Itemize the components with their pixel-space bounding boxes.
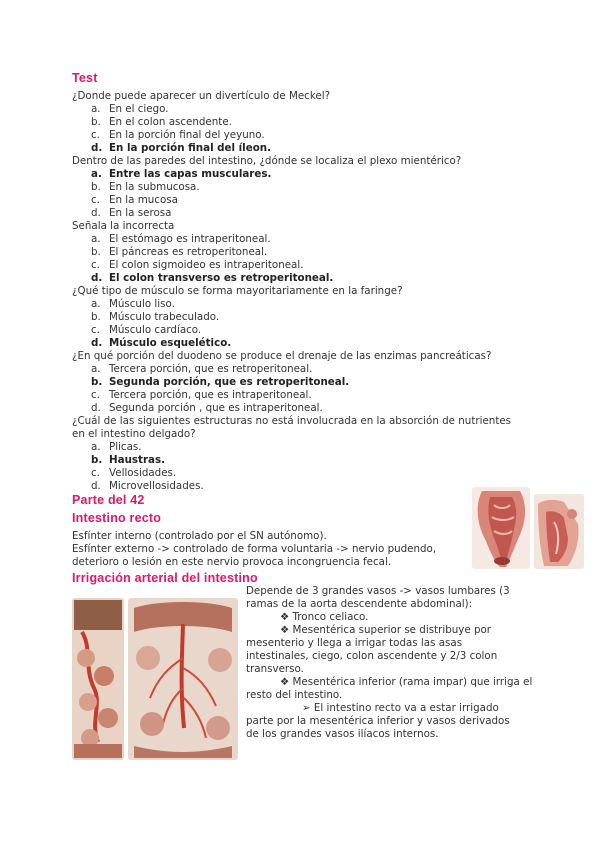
question-2: Dentro de las paredes del intestino, ¿dónde se localiza el plexo mientérico?: [72, 155, 462, 167]
option-5c: c. Tercera porción, que es intraperitoneal.: [91, 389, 312, 401]
test-heading: Test: [72, 71, 98, 85]
option-2a-correct: a. Entre las capas musculares.: [91, 168, 272, 180]
question-4: ¿Qué tipo de músculo se forma mayoritariamente en la faringe?: [72, 285, 403, 297]
option-1c: c. En la porción final del yeyuno.: [91, 129, 265, 141]
question-1: ¿Donde puede aparecer un divertículo de Meckel?: [72, 90, 331, 102]
irrigacion-line-5: mesenterio y llega a irrigar todas las asas: [246, 637, 463, 649]
abdominal-arteries-illustration-1: [72, 598, 124, 760]
irrigacion-line-11: parte por la mesentérica inferior y vasos derivados: [246, 715, 510, 727]
option-2d: d. En la serosa: [91, 207, 172, 219]
option-1a: a. En el ciego.: [91, 103, 169, 115]
irrigacion-bullet-mesenterica-superior: ❖ Mesentérica superior se distribuye por: [280, 624, 492, 636]
option-5b-correct: b. Segunda porción, que es retroperitoneal.: [91, 376, 350, 388]
option-2c: c. En la mucosa: [91, 194, 178, 206]
part-heading: Parte del 42: [72, 493, 145, 507]
option-1d-correct: d. En la porción final del íleon.: [91, 142, 272, 154]
option-4d-correct: d. Músculo esquelético.: [91, 337, 232, 349]
option-5a: a. Tercera porción, que es retroperitoneal.: [91, 363, 313, 375]
recto-line-3: deterioro o lesión en este nervio provoca incongruencia fecal.: [72, 556, 392, 568]
option-6b-correct: b. Haustras.: [91, 454, 166, 466]
irrigacion-line-6: intestinales, ciego, colon ascendente y 2/3 colon: [246, 650, 498, 662]
recto-heading: Intestino recto: [72, 511, 162, 525]
question-3: Señala la incorrecta: [72, 220, 175, 232]
option-6c: c. Vellosidades.: [91, 467, 177, 479]
irrigacion-line-7: transverso.: [246, 663, 304, 675]
question-6: ¿Cuál de las siguientes estructuras no está involucrada en la absorción de nutrientes: [72, 415, 512, 427]
irrigacion-line-2: ramas de la aorta descendente abdominal):: [246, 598, 473, 610]
irrigacion-bullet-mesenterica-inferior: ❖ Mesentérica inferior (rama impar) que irriga el: [280, 676, 533, 688]
abdominal-arteries-illustration-2: [128, 598, 238, 760]
irrigacion-subbullet-recto: ➢ El intestino recto va a estar irrigado: [302, 702, 499, 714]
option-2b: b. En la submucosa.: [91, 181, 200, 193]
recto-line-1: Esfínter interno (controlado por el SN autónomo).: [72, 530, 327, 542]
irrigacion-bullet-tronco: ❖ Tronco celiaco.: [280, 611, 369, 623]
option-6a: a. Plicas.: [91, 441, 142, 453]
option-6d: d. Microvellosidades.: [91, 480, 204, 492]
option-4b: b. Músculo trabeculado.: [91, 311, 220, 323]
irrigacion-heading: Irrigación arterial del intestino: [72, 571, 258, 585]
rectum-section-illustration: [534, 494, 584, 569]
option-4c: c. Músculo cardíaco.: [91, 324, 202, 336]
recto-line-2: Esfínter externo -> controlado de forma voluntaria -> nervio pudendo,: [72, 543, 437, 555]
option-3a: a. El estómago es intraperitoneal.: [91, 233, 271, 245]
option-3b: b. El páncreas es retroperitoneal.: [91, 246, 268, 258]
question-5: ¿En qué porción del duodeno se produce el drenaje de las enzimas pancreáticas?: [72, 350, 492, 362]
irrigacion-line-1: Depende de 3 grandes vasos -> vasos lumbares (3: [246, 585, 510, 597]
option-5d: d. Segunda porción , que es intraperitoneal.: [91, 402, 323, 414]
option-1b: b. En el colon ascendente.: [91, 116, 232, 128]
option-4a: a. Músculo liso.: [91, 298, 175, 310]
irrigacion-line-12: de los grandes vasos ilíacos internos.: [246, 728, 439, 740]
rectum-illustration: [472, 487, 530, 569]
question-6-cont: en el intestino delgado?: [72, 428, 196, 440]
option-3d-correct: d. El colon transverso es retroperitoneal.: [91, 272, 334, 284]
irrigacion-line-9: resto del intestino.: [246, 689, 343, 701]
option-3c: c. El colon sigmoideo es intraperitoneal.: [91, 259, 304, 271]
